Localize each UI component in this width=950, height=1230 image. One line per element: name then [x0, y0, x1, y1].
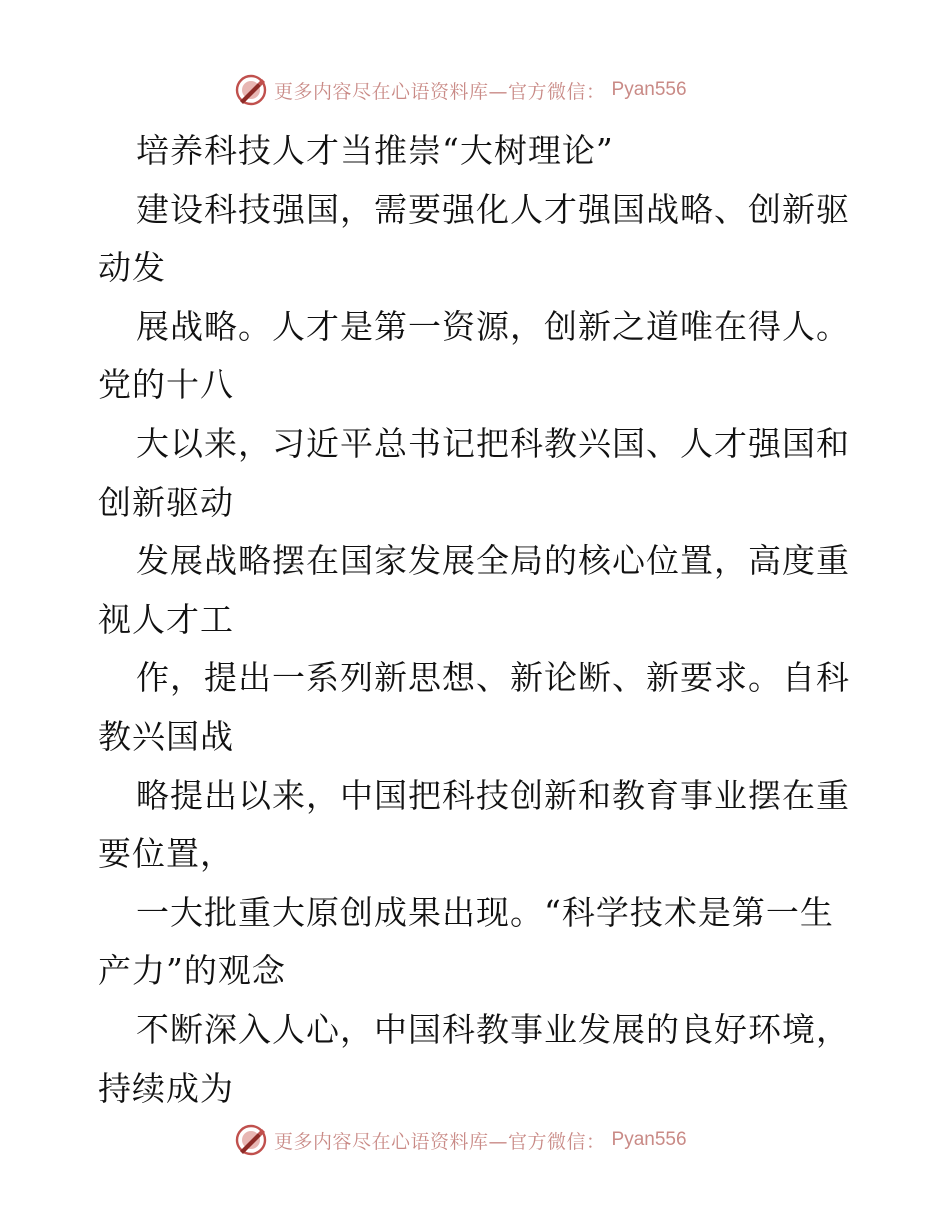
text-line: 一大批重大原创成果出现。“科学技术是第一生 [136, 892, 834, 932]
text-line: 略提出以来，中国把科技创新和教育事业摆在重 [136, 775, 850, 815]
watermark-text: 更多内容尽在心语资料库—官方微信： [274, 80, 606, 103]
text-line: 要位置， [98, 834, 234, 874]
text-line: 持续成为 [98, 1068, 234, 1108]
text-line: 建设科技强国，需要强化人才强国战略、创新驱 [136, 189, 850, 229]
text-line: 创新驱动 [98, 482, 234, 522]
footer-watermark [234, 1123, 687, 1157]
text-line: 产力”的观念 [98, 951, 286, 991]
watermark-wechat-id: Pyan556 [611, 79, 687, 100]
text-line: 展战略。人才是第一资源，创新之道唯在得人。 [136, 306, 850, 346]
text-line: 作，提出一系列新思想、新论断、新要求。自科 [136, 658, 850, 698]
text-line: 大以来，习近平总书记把科教兴国、人才强国和 [136, 423, 850, 463]
text-line: 党的十八 [98, 365, 234, 405]
pen-seal-icon [234, 1123, 268, 1157]
header-watermark [234, 73, 687, 107]
pen-seal-icon [234, 73, 268, 107]
text-line: 视人才工 [98, 599, 234, 639]
document-body [98, 122, 858, 1118]
text-line: 不断深入人心，中国科教事业发展的良好环境， [136, 1009, 850, 1049]
watermark-text: 更多内容尽在心语资料库—官方微信： [274, 1130, 606, 1153]
watermark-wechat-id: Pyan556 [611, 1129, 687, 1150]
text-line: 发展战略摆在国家发展全局的核心位置，高度重 [136, 541, 850, 581]
text-line: 教兴国战 [98, 716, 234, 756]
text-line: 动发 [98, 248, 166, 288]
document-title: 培养科技人才当推崇“大树理论” [136, 131, 614, 170]
